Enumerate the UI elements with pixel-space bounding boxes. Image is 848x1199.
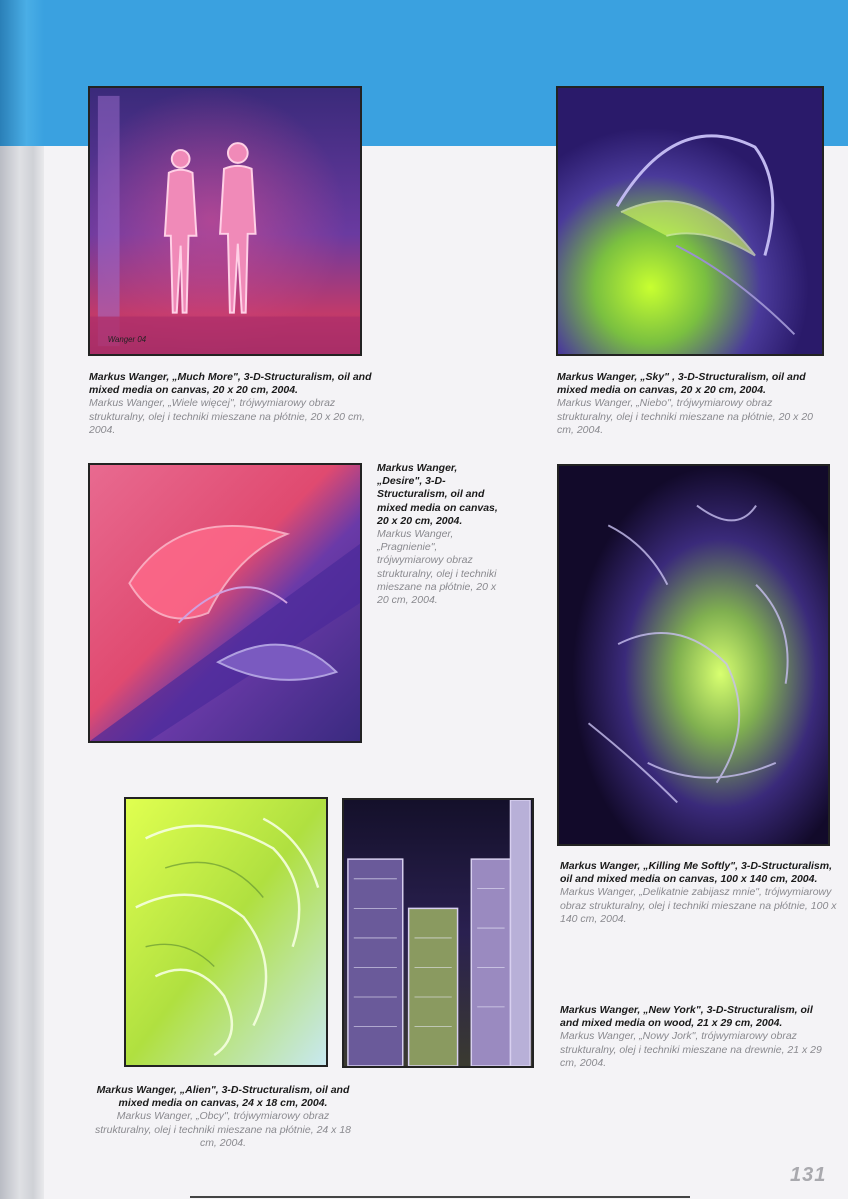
caption-desire bbox=[377, 462, 505, 607]
painting-desire bbox=[88, 463, 362, 743]
caption-much-more-pl: Markus Wanger, „Wiele więcej", trójwymiarowy obraz strukturalny, olej i techniki mieszane na płótnie, 20 x 20 cm, 2004. bbox=[89, 397, 365, 436]
page-number: 131 bbox=[790, 1164, 827, 1186]
painting-alien bbox=[124, 797, 328, 1067]
caption-desire-en: Markus Wanger, „Desire", 3-D-Structuralism, oil and mixed media on canvas, 20 x 20 cm, 2004. bbox=[377, 462, 498, 527]
caption-new-york bbox=[560, 1004, 830, 1070]
caption-sky-en: Markus Wanger, „Sky" , 3-D-Structuralism, oil and mixed media on canvas, 20 x 20 cm, 2004. bbox=[557, 371, 806, 397]
book-spine-top bbox=[0, 0, 44, 146]
caption-alien bbox=[90, 1084, 356, 1150]
caption-new-york-pl: Markus Wanger, „Nowy Jork", trójwymiarowy obraz strukturalny, olej i techniki mieszane na drewnie, 21 x 29 cm, 2004. bbox=[560, 1030, 822, 1069]
caption-alien-en: Markus Wanger, „Alien", 3-D-Structuralism, oil and mixed media on canvas, 24 x 18 cm, 2004. bbox=[96, 1084, 350, 1110]
painting-new-york bbox=[342, 798, 534, 1068]
caption-new-york-en: Markus Wanger, „New York", 3-D-Structuralism, oil and mixed media on wood, 21 x 29 cm, 2004. bbox=[560, 1004, 813, 1030]
caption-sky bbox=[557, 371, 817, 437]
painting-sky bbox=[556, 86, 824, 356]
caption-killing-me-softly bbox=[560, 860, 840, 926]
caption-killing-me-softly-pl: Markus Wanger, „Delikatnie zabijasz mnie", trójwymiarowy obraz strukturalny, olej i techniki mieszane na płótnie, 100 x 140 cm, 2004. bbox=[560, 886, 837, 925]
caption-killing-me-softly-en: Markus Wanger, „Killing Me Softly", 3-D-Structuralism, oil and mixed media on canvas, 100 x 140 cm, 2004. bbox=[560, 860, 833, 886]
bottom-rule bbox=[190, 1196, 690, 1198]
caption-alien-pl: Markus Wanger, „Obcy", trójwymiarowy obraz strukturalny, olej i techniki mieszane na płótnie, 24 x 18 cm, 2004. bbox=[94, 1110, 352, 1149]
caption-much-more bbox=[89, 371, 379, 437]
painting-killing-me-softly bbox=[557, 464, 830, 846]
book-spine-shadow bbox=[0, 0, 44, 1199]
caption-desire-pl: Markus Wanger, „Pragnienie", trójwymiarowy obraz strukturalny, olej i techniki mieszane na płótnie, 20 x 20 cm, 2004. bbox=[377, 528, 497, 607]
caption-much-more-en: Markus Wanger, „Much More", 3-D-Structuralism, oil and mixed media on canvas, 20 x 20 cm, 2004. bbox=[89, 371, 372, 397]
painting-much-more bbox=[88, 86, 362, 356]
caption-sky-pl: Markus Wanger, „Niebo", trójwymiarowy obraz strukturalny, olej i techniki mieszane na płótnie, 20 x 20 cm, 2004. bbox=[557, 397, 814, 436]
svg-text:Wanger 04: Wanger 04 bbox=[107, 335, 147, 345]
